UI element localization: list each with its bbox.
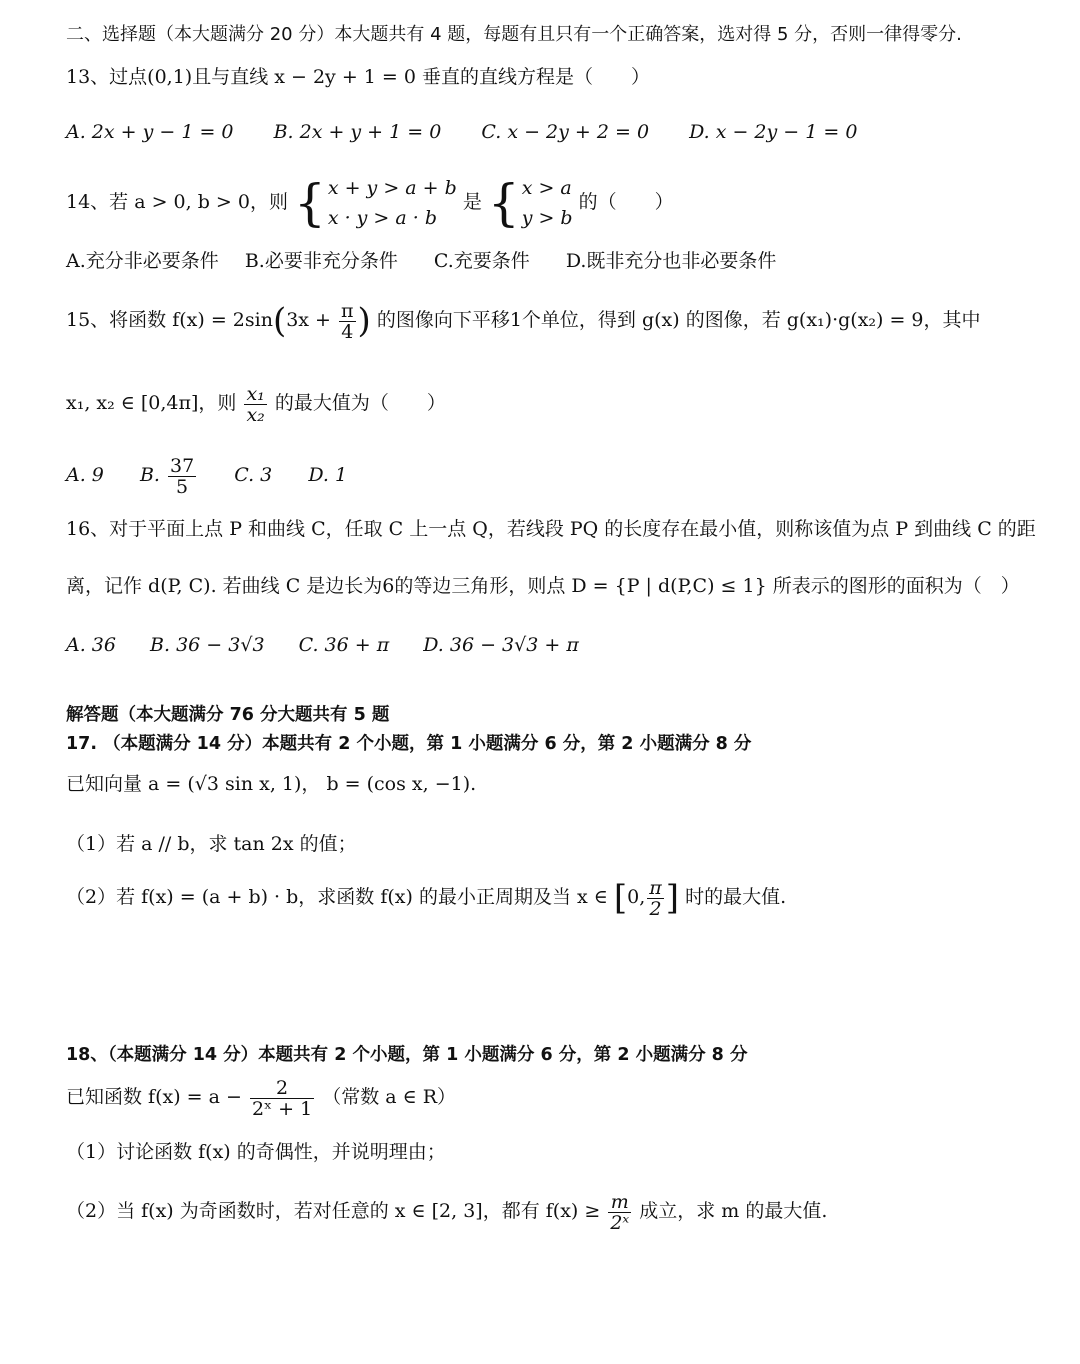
q15-options xyxy=(66,450,347,500)
q15-option-b-prefix: B. xyxy=(139,464,160,486)
q16-option-b: B. 36 − 3√3 xyxy=(150,634,265,656)
q17-interval-left: 0, xyxy=(627,886,646,908)
q15-line1: 15、将函数 f(x) = 2sin(3x + $\frac{\pi}{4}$ ) 的图像向下平移1个单位，得到 g(x) 的图像，若 g(x₁)·g(x₂) = 9，其中 xyxy=(66,299,981,343)
q15-option-a: A. 9 xyxy=(66,464,104,486)
q15-ratio-num: x₁ xyxy=(246,382,265,405)
q15-line1-suffix: 的图像向下平移1个单位，得到 g(x) 的图像，若 g(x₁)·g(x₂) = 9，其中 xyxy=(376,309,981,331)
q14-option-b: B.必要非充分条件 xyxy=(244,250,398,272)
q18-given xyxy=(66,1072,456,1122)
q15-line2-prefix: x₁, x₂ ∈ [0,4π]，则 xyxy=(66,392,237,414)
q18-part2-fraction xyxy=(608,1192,631,1233)
q14-option-d: D.既非充分也非必要条件 xyxy=(565,250,777,272)
q15-ratio-fraction xyxy=(244,384,266,425)
section-answer-header: 解答题（本大题满分 76 分大题共有 5 题 xyxy=(66,705,390,725)
q13-option-b: B. 2x + y + 1 = 0 xyxy=(273,121,442,143)
q18-header: 18、（本题满分 14 分）本题共有 2 个小题，第 1 小题满分 6 分，第 2 小题满分 8 分 xyxy=(66,1045,748,1065)
q13-option-d: D. x − 2y − 1 = 0 xyxy=(689,121,858,143)
q16-option-c: C. 36 + π xyxy=(298,634,390,656)
q14-stem-prefix: 14、若 a > 0, b > 0，则 xyxy=(66,191,288,213)
q18-given-fraction xyxy=(250,1078,314,1119)
q18-part2-suffix: 成立，求 m 的最大值. xyxy=(639,1200,828,1222)
q17-part2-suffix: 时的最大值. xyxy=(685,886,787,908)
q14-options xyxy=(66,248,776,274)
q16-options xyxy=(66,632,579,658)
q18-part2-num: m xyxy=(608,1192,631,1213)
q14-option-c: C.充要条件 xyxy=(433,250,530,272)
q17-part2-prefix: （2）若 f(x) = (a + b) · b，求函数 f(x) 的最小正周期及当 x ∈ xyxy=(66,886,608,908)
q18-given-num: 2 xyxy=(250,1078,314,1099)
q17-part1: （1）若 a // b，求 tan 2x 的值； xyxy=(66,833,357,855)
q13-options xyxy=(66,119,857,145)
q14-option-a: A.充分非必要条件 xyxy=(66,250,219,272)
q17-interval-fraction xyxy=(647,878,664,919)
q14-sys2-row1: x > a xyxy=(521,177,572,199)
q18-given-den: 2ˣ + 1 xyxy=(251,1097,313,1120)
q15-pi-den: 4 xyxy=(341,320,354,343)
q16-option-d: D. 36 − 3√3 + π xyxy=(423,634,579,656)
q18-part2 xyxy=(66,1186,827,1236)
q18-given-prefix: 已知函数 f(x) = a − xyxy=(66,1086,242,1108)
q15-option-c: C. 3 xyxy=(234,464,273,486)
q17-part2: （2）若 f(x) = (a + b) · b，求函数 f(x) 的最小正周期及当 x ∈ [0, $\frac{\pi}{2}$ ] 时的最大值. xyxy=(66,876,787,920)
q15-ratio-den: x₂ xyxy=(246,403,265,426)
q16-line2: 离，记作 d(P, C). 若曲线 C 是边长为6的等边三角形，则点 D = {P | d(P,C) ≤ 1} 所表示的图形的面积为（ ） xyxy=(66,575,1020,597)
q14-sys1-row1: x + y > a + b xyxy=(327,177,457,199)
q14-sys2-row2: y > b xyxy=(521,207,573,229)
q18-part1: （1）讨论函数 f(x) 的奇偶性，并说明理由； xyxy=(66,1141,446,1163)
q15-pi-fraction xyxy=(339,301,356,342)
q17-header: 17. （本题满分 14 分）本题共有 2 个小题，第 1 小题满分 6 分，第 2 小题满分 8 分 xyxy=(66,734,752,754)
q14-sys1-row2: x · y > a · b xyxy=(327,207,438,229)
q15-pi-num: π xyxy=(341,299,354,322)
q18-given-suffix: （常数 a ∈ R） xyxy=(322,1086,457,1108)
section-choice-header: 二、选择题（本大题满分 20 分）本大题共有 4 题，每题有且只有一个正确答案，选对得 5 分，否则一律得零分. xyxy=(66,24,962,45)
q17-interval-num: π xyxy=(649,876,662,899)
q15-option-b-fraction xyxy=(168,456,196,497)
q16-option-a: A. 36 xyxy=(66,634,116,656)
q15-line1-prefix: 15、将函数 f(x) = 2sin xyxy=(66,309,273,331)
q14-stem xyxy=(66,172,674,233)
q13-stem: 13、过点(0,1)且与直线 x − 2y + 1 = 0 垂直的直线方程是（ ） xyxy=(66,66,651,88)
q13-option-c: C. x − 2y + 2 = 0 xyxy=(481,121,650,143)
q14-stem-suffix: 的（ ） xyxy=(578,191,674,213)
q17-interval-den: 2 xyxy=(649,897,662,920)
q15-option-d: D. 1 xyxy=(308,464,348,486)
q15-line2 xyxy=(66,378,446,428)
q14-system-2: { x > a y > b xyxy=(487,174,573,232)
q15-option-b-den: 5 xyxy=(176,475,189,498)
q15-option-b xyxy=(140,450,198,500)
q18-part2-prefix: （2）当 f(x) 为奇函数时，若对任意的 x ∈ [2, 3]，都有 f(x) ≥ xyxy=(66,1200,601,1222)
q18-part2-den: 2ˣ xyxy=(610,1211,630,1234)
q14-connector: 是 xyxy=(462,191,482,213)
q17-given: 已知向量 a = (√3 sin x, 1)， b = (cos x, −1). xyxy=(66,773,477,795)
q15-option-b-num: 37 xyxy=(170,454,195,477)
q14-system-1: { x + y > a + b x · y > a · b xyxy=(294,174,457,232)
q15-arg-pre: 3x + xyxy=(286,309,331,331)
q13-option-a: A. 2x + y − 1 = 0 xyxy=(66,121,234,143)
q16-line1: 16、对于平面上点 P 和曲线 C，任取 C 上一点 Q，若线段 PQ 的长度存在最小值，则称该值为点 P 到曲线 C 的距 xyxy=(66,518,1036,540)
q15-line2-suffix: 的最大值为（ ） xyxy=(274,392,446,414)
